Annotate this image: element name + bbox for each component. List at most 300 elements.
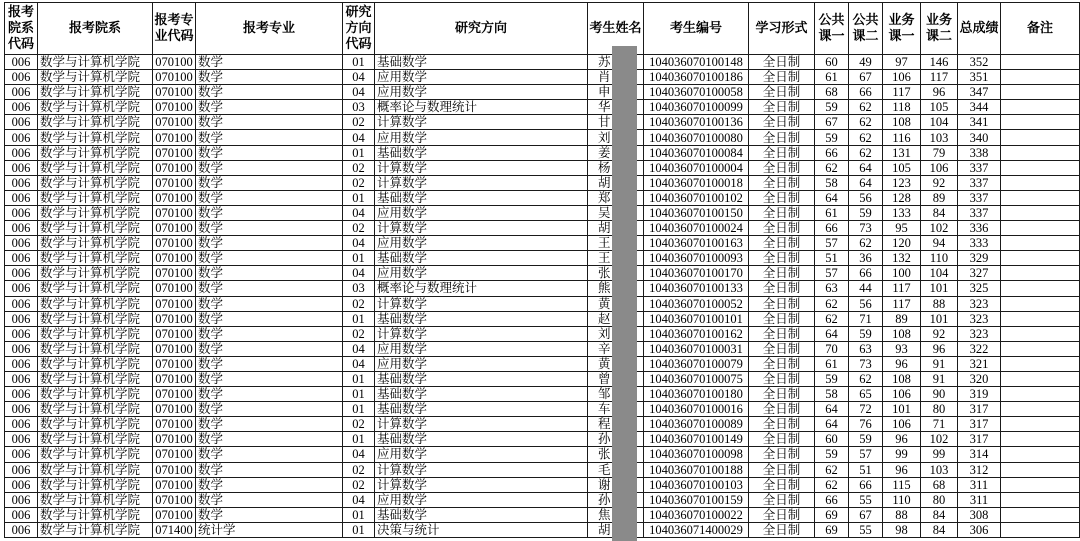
cell-major-name: 数学 [196, 160, 343, 175]
cell-candidate-name: 辛 [588, 341, 644, 356]
cell-dept-code: 006 [5, 160, 38, 175]
cell-major-name: 数学 [196, 190, 343, 205]
cell-major-course-1: 115 [883, 477, 921, 492]
cell-public-course-1: 59 [815, 447, 849, 462]
cell-direction-code: 01 [343, 371, 375, 386]
cell-direction-name: 概率论与数理统计 [375, 281, 588, 296]
cell-major-course-1: 106 [883, 417, 921, 432]
cell-major-name: 数学 [196, 326, 343, 341]
cell-candidate-id: 104036070100101 [644, 311, 749, 326]
cell-major-name: 数学 [196, 447, 343, 462]
cell-direction-code: 02 [343, 296, 375, 311]
cell-dept-code: 006 [5, 432, 38, 447]
cell-remarks [1001, 175, 1080, 190]
cell-public-course-1: 60 [815, 432, 849, 447]
cell-dept-code: 006 [5, 251, 38, 266]
cell-candidate-id: 104036070100093 [644, 251, 749, 266]
cell-major-course-1: 120 [883, 236, 921, 251]
cell-public-course-1: 69 [815, 507, 849, 522]
cell-remarks [1001, 356, 1080, 371]
cell-candidate-name: 苏 [588, 55, 644, 70]
table-row [5, 507, 1080, 522]
table-row [5, 356, 1080, 371]
cell-study-mode: 全日制 [749, 115, 815, 130]
cell-study-mode: 全日制 [749, 55, 815, 70]
cell-public-course-2: 62 [849, 130, 883, 145]
header-candidate-id: 考生编号 [644, 3, 749, 55]
cell-major-course-2: 103 [921, 462, 958, 477]
cell-total-score: 319 [958, 387, 1001, 402]
table-row [5, 477, 1080, 492]
cell-dept-name: 数学与计算机学院 [38, 432, 153, 447]
cell-study-mode: 全日制 [749, 311, 815, 326]
cell-direction-name: 应用数学 [375, 266, 588, 281]
cell-major-name: 数学 [196, 462, 343, 477]
cell-major-course-1: 100 [883, 266, 921, 281]
cell-study-mode: 全日制 [749, 175, 815, 190]
table-row [5, 115, 1080, 130]
cell-study-mode: 全日制 [749, 447, 815, 462]
cell-major-code: 070100 [153, 507, 196, 522]
cell-study-mode: 全日制 [749, 221, 815, 236]
cell-public-course-1: 62 [815, 296, 849, 311]
cell-candidate-name: 刘 [588, 326, 644, 341]
cell-dept-code: 006 [5, 190, 38, 205]
cell-dept-code: 006 [5, 371, 38, 386]
cell-major-name: 数学 [196, 311, 343, 326]
cell-dept-code: 006 [5, 236, 38, 251]
header-study-mode: 学习形式 [749, 3, 815, 55]
cell-major-course-2: 80 [921, 402, 958, 417]
cell-major-code: 070100 [153, 311, 196, 326]
cell-major-course-1: 97 [883, 55, 921, 70]
cell-remarks [1001, 447, 1080, 462]
table-row [5, 341, 1080, 356]
cell-major-name: 数学 [196, 356, 343, 371]
cell-major-code: 070100 [153, 221, 196, 236]
cell-candidate-name: 曾 [588, 371, 644, 386]
cell-major-course-2: 104 [921, 115, 958, 130]
cell-major-code: 070100 [153, 236, 196, 251]
cell-major-name: 数学 [196, 100, 343, 115]
cell-candidate-id: 104036070100186 [644, 70, 749, 85]
cell-candidate-id: 104036070100102 [644, 190, 749, 205]
cell-major-code: 070100 [153, 371, 196, 386]
cell-total-score: 317 [958, 432, 1001, 447]
cell-remarks [1001, 251, 1080, 266]
cell-direction-code: 03 [343, 281, 375, 296]
cell-major-course-1: 93 [883, 341, 921, 356]
cell-dept-name: 数学与计算机学院 [38, 281, 153, 296]
cell-remarks [1001, 221, 1080, 236]
cell-total-score: 311 [958, 492, 1001, 507]
header-remarks: 备注 [1001, 3, 1080, 55]
cell-remarks [1001, 115, 1080, 130]
cell-remarks [1001, 462, 1080, 477]
cell-candidate-id: 104036070100148 [644, 55, 749, 70]
cell-dept-code: 006 [5, 341, 38, 356]
cell-major-code: 070100 [153, 432, 196, 447]
cell-public-course-2: 62 [849, 115, 883, 130]
cell-candidate-name: 胡 [588, 221, 644, 236]
cell-public-course-1: 62 [815, 477, 849, 492]
cell-major-code: 070100 [153, 341, 196, 356]
cell-major-code: 070100 [153, 205, 196, 220]
cell-candidate-name: 华 [588, 100, 644, 115]
cell-direction-code: 01 [343, 507, 375, 522]
cell-major-name: 数学 [196, 251, 343, 266]
cell-direction-name: 应用数学 [375, 85, 588, 100]
header-total-score: 总成绩 [958, 3, 1001, 55]
cell-direction-code: 01 [343, 145, 375, 160]
cell-dept-code: 006 [5, 522, 38, 537]
cell-major-course-1: 106 [883, 387, 921, 402]
cell-major-course-1: 117 [883, 296, 921, 311]
cell-remarks [1001, 281, 1080, 296]
cell-major-code: 070100 [153, 477, 196, 492]
cell-major-course-2: 103 [921, 130, 958, 145]
cell-major-course-1: 88 [883, 507, 921, 522]
cell-direction-name: 基础数学 [375, 402, 588, 417]
cell-major-name: 数学 [196, 115, 343, 130]
cell-direction-code: 02 [343, 115, 375, 130]
cell-direction-code: 01 [343, 251, 375, 266]
score-table [4, 2, 1080, 538]
cell-major-course-1: 133 [883, 205, 921, 220]
cell-public-course-1: 64 [815, 190, 849, 205]
cell-direction-code: 01 [343, 55, 375, 70]
cell-major-code: 070100 [153, 326, 196, 341]
cell-remarks [1001, 522, 1080, 537]
cell-candidate-id: 104036070100080 [644, 130, 749, 145]
cell-candidate-id: 104036070100149 [644, 432, 749, 447]
cell-direction-name: 概率论与数理统计 [375, 100, 588, 115]
cell-major-course-2: 96 [921, 341, 958, 356]
cell-study-mode: 全日制 [749, 417, 815, 432]
cell-dept-name: 数学与计算机学院 [38, 326, 153, 341]
cell-study-mode: 全日制 [749, 522, 815, 537]
cell-public-course-2: 64 [849, 160, 883, 175]
cell-major-course-1: 108 [883, 115, 921, 130]
cell-public-course-2: 66 [849, 266, 883, 281]
cell-total-score: 341 [958, 115, 1001, 130]
cell-direction-code: 01 [343, 190, 375, 205]
header-direction-name: 研究方向 [375, 3, 588, 55]
cell-candidate-name: 孙 [588, 492, 644, 507]
cell-total-score: 311 [958, 477, 1001, 492]
cell-candidate-id: 104036071400029 [644, 522, 749, 537]
cell-major-course-1: 131 [883, 145, 921, 160]
cell-candidate-id: 104036070100058 [644, 85, 749, 100]
cell-dept-code: 006 [5, 296, 38, 311]
cell-major-code: 070100 [153, 387, 196, 402]
cell-total-score: 323 [958, 326, 1001, 341]
cell-candidate-id: 104036070100098 [644, 447, 749, 462]
cell-major-name: 统计学 [196, 522, 343, 537]
cell-major-code: 071400 [153, 522, 196, 537]
cell-direction-name: 应用数学 [375, 447, 588, 462]
cell-study-mode: 全日制 [749, 492, 815, 507]
cell-major-course-1: 105 [883, 160, 921, 175]
cell-direction-name: 应用数学 [375, 492, 588, 507]
cell-public-course-2: 66 [849, 85, 883, 100]
table-row [5, 387, 1080, 402]
cell-major-course-2: 110 [921, 251, 958, 266]
cell-public-course-1: 68 [815, 85, 849, 100]
cell-direction-code: 01 [343, 522, 375, 537]
cell-dept-name: 数学与计算机学院 [38, 266, 153, 281]
cell-public-course-2: 66 [849, 477, 883, 492]
cell-dept-name: 数学与计算机学院 [38, 160, 153, 175]
cell-candidate-name: 王 [588, 251, 644, 266]
cell-major-course-2: 146 [921, 55, 958, 70]
cell-public-course-2: 59 [849, 205, 883, 220]
cell-candidate-name: 张 [588, 447, 644, 462]
header-public-course-1: 公共课一 [815, 3, 849, 55]
cell-candidate-name: 黄 [588, 296, 644, 311]
cell-major-course-2: 79 [921, 145, 958, 160]
table-row [5, 236, 1080, 251]
cell-direction-code: 04 [343, 85, 375, 100]
cell-remarks [1001, 492, 1080, 507]
cell-major-course-2: 104 [921, 266, 958, 281]
header-major-course-2: 业务课二 [921, 3, 958, 55]
cell-major-course-2: 96 [921, 85, 958, 100]
cell-study-mode: 全日制 [749, 356, 815, 371]
cell-public-course-2: 62 [849, 100, 883, 115]
cell-study-mode: 全日制 [749, 462, 815, 477]
cell-dept-name: 数学与计算机学院 [38, 190, 153, 205]
cell-candidate-id: 104036070100150 [644, 205, 749, 220]
cell-major-code: 070100 [153, 402, 196, 417]
cell-major-course-2: 102 [921, 432, 958, 447]
cell-direction-name: 计算数学 [375, 115, 588, 130]
cell-major-name: 数学 [196, 70, 343, 85]
cell-major-course-1: 108 [883, 371, 921, 386]
cell-direction-name: 计算数学 [375, 296, 588, 311]
header-direction-code: 研究方向代码 [343, 3, 375, 55]
cell-major-course-1: 123 [883, 175, 921, 190]
cell-remarks [1001, 477, 1080, 492]
cell-major-code: 070100 [153, 266, 196, 281]
table-row [5, 371, 1080, 386]
cell-direction-name: 基础数学 [375, 145, 588, 160]
cell-dept-name: 数学与计算机学院 [38, 522, 153, 537]
cell-public-course-1: 64 [815, 417, 849, 432]
cell-dept-name: 数学与计算机学院 [38, 70, 153, 85]
cell-total-score: 327 [958, 266, 1001, 281]
cell-total-score: 317 [958, 417, 1001, 432]
cell-dept-code: 006 [5, 311, 38, 326]
cell-public-course-2: 55 [849, 522, 883, 537]
cell-remarks [1001, 100, 1080, 115]
cell-study-mode: 全日制 [749, 402, 815, 417]
cell-candidate-name: 郑 [588, 190, 644, 205]
cell-total-score: 338 [958, 145, 1001, 160]
table-row [5, 326, 1080, 341]
cell-major-course-1: 99 [883, 447, 921, 462]
cell-candidate-id: 104036070100031 [644, 341, 749, 356]
table-row [5, 85, 1080, 100]
cell-dept-name: 数学与计算机学院 [38, 492, 153, 507]
cell-major-name: 数学 [196, 221, 343, 236]
cell-major-code: 070100 [153, 417, 196, 432]
cell-candidate-id: 104036070100004 [644, 160, 749, 175]
cell-public-course-1: 66 [815, 492, 849, 507]
cell-total-score: 337 [958, 160, 1001, 175]
cell-remarks [1001, 432, 1080, 447]
cell-public-course-2: 51 [849, 462, 883, 477]
cell-major-course-1: 116 [883, 130, 921, 145]
header-public-course-2: 公共课二 [849, 3, 883, 55]
cell-remarks [1001, 296, 1080, 311]
cell-dept-name: 数学与计算机学院 [38, 85, 153, 100]
cell-direction-code: 01 [343, 402, 375, 417]
cell-direction-name: 应用数学 [375, 70, 588, 85]
cell-major-course-2: 101 [921, 281, 958, 296]
cell-public-course-1: 64 [815, 402, 849, 417]
cell-total-score: 337 [958, 175, 1001, 190]
cell-study-mode: 全日制 [749, 190, 815, 205]
cell-candidate-id: 104036070100099 [644, 100, 749, 115]
cell-candidate-id: 104036070100163 [644, 236, 749, 251]
cell-dept-code: 006 [5, 70, 38, 85]
cell-study-mode: 全日制 [749, 70, 815, 85]
cell-public-course-1: 63 [815, 281, 849, 296]
cell-candidate-name: 申 [588, 85, 644, 100]
cell-study-mode: 全日制 [749, 477, 815, 492]
cell-public-course-1: 66 [815, 221, 849, 236]
cell-direction-code: 01 [343, 387, 375, 402]
cell-major-course-1: 128 [883, 190, 921, 205]
cell-public-course-1: 62 [815, 160, 849, 175]
cell-total-score: 333 [958, 236, 1001, 251]
table-row [5, 145, 1080, 160]
cell-major-course-1: 132 [883, 251, 921, 266]
cell-candidate-name: 邹 [588, 387, 644, 402]
cell-major-course-2: 102 [921, 221, 958, 236]
cell-remarks [1001, 311, 1080, 326]
cell-direction-name: 基础数学 [375, 251, 588, 266]
cell-major-course-1: 118 [883, 100, 921, 115]
cell-total-score: 344 [958, 100, 1001, 115]
cell-direction-code: 02 [343, 326, 375, 341]
cell-study-mode: 全日制 [749, 160, 815, 175]
cell-candidate-name: 黄 [588, 356, 644, 371]
cell-direction-name: 决策与统计 [375, 522, 588, 537]
cell-dept-code: 006 [5, 55, 38, 70]
cell-major-code: 070100 [153, 100, 196, 115]
cell-remarks [1001, 326, 1080, 341]
cell-major-course-1: 101 [883, 402, 921, 417]
cell-dept-code: 006 [5, 507, 38, 522]
cell-public-course-1: 51 [815, 251, 849, 266]
cell-major-course-1: 117 [883, 281, 921, 296]
cell-candidate-id: 104036070100052 [644, 296, 749, 311]
cell-direction-name: 应用数学 [375, 236, 588, 251]
cell-major-course-2: 92 [921, 326, 958, 341]
cell-study-mode: 全日制 [749, 100, 815, 115]
cell-public-course-1: 61 [815, 70, 849, 85]
cell-public-course-2: 73 [849, 356, 883, 371]
cell-major-course-1: 96 [883, 432, 921, 447]
cell-public-course-2: 59 [849, 432, 883, 447]
cell-major-course-2: 90 [921, 387, 958, 402]
cell-public-course-2: 56 [849, 190, 883, 205]
cell-total-score: 336 [958, 221, 1001, 236]
cell-candidate-id: 104036070100084 [644, 145, 749, 160]
cell-direction-name: 应用数学 [375, 341, 588, 356]
cell-major-name: 数学 [196, 266, 343, 281]
cell-dept-name: 数学与计算机学院 [38, 100, 153, 115]
cell-candidate-id: 104036070100016 [644, 402, 749, 417]
cell-study-mode: 全日制 [749, 85, 815, 100]
cell-candidate-id: 104036070100089 [644, 417, 749, 432]
cell-direction-code: 02 [343, 462, 375, 477]
table-body [5, 55, 1080, 538]
cell-candidate-id: 104036070100170 [644, 266, 749, 281]
cell-public-course-2: 59 [849, 326, 883, 341]
cell-major-course-1: 117 [883, 85, 921, 100]
cell-major-course-2: 68 [921, 477, 958, 492]
table-row [5, 311, 1080, 326]
cell-study-mode: 全日制 [749, 371, 815, 386]
cell-dept-name: 数学与计算机学院 [38, 387, 153, 402]
cell-public-course-1: 62 [815, 462, 849, 477]
cell-public-course-2: 62 [849, 236, 883, 251]
table-row [5, 447, 1080, 462]
cell-public-course-1: 58 [815, 175, 849, 190]
cell-public-course-2: 67 [849, 507, 883, 522]
cell-direction-name: 应用数学 [375, 356, 588, 371]
cell-remarks [1001, 70, 1080, 85]
cell-public-course-2: 64 [849, 175, 883, 190]
cell-dept-code: 006 [5, 447, 38, 462]
cell-remarks [1001, 507, 1080, 522]
cell-dept-code: 006 [5, 356, 38, 371]
cell-major-code: 070100 [153, 55, 196, 70]
cell-candidate-id: 104036070100188 [644, 462, 749, 477]
cell-total-score: 323 [958, 311, 1001, 326]
cell-major-course-1: 95 [883, 221, 921, 236]
cell-major-code: 070100 [153, 492, 196, 507]
table-row [5, 266, 1080, 281]
cell-candidate-id: 104036070100022 [644, 507, 749, 522]
cell-candidate-name: 赵 [588, 311, 644, 326]
cell-dept-name: 数学与计算机学院 [38, 462, 153, 477]
cell-direction-code: 04 [343, 266, 375, 281]
cell-total-score: 323 [958, 296, 1001, 311]
header-row [5, 3, 1080, 55]
cell-public-course-2: 73 [849, 221, 883, 236]
cell-total-score: 317 [958, 402, 1001, 417]
cell-major-code: 070100 [153, 115, 196, 130]
cell-major-course-2: 88 [921, 296, 958, 311]
cell-major-course-1: 96 [883, 462, 921, 477]
cell-major-course-1: 89 [883, 311, 921, 326]
cell-major-name: 数学 [196, 417, 343, 432]
table-row [5, 251, 1080, 266]
cell-public-course-1: 62 [815, 311, 849, 326]
cell-direction-code: 02 [343, 477, 375, 492]
cell-candidate-name: 吴 [588, 205, 644, 220]
cell-major-code: 070100 [153, 85, 196, 100]
cell-public-course-2: 63 [849, 341, 883, 356]
cell-direction-name: 基础数学 [375, 190, 588, 205]
cell-dept-code: 006 [5, 100, 38, 115]
cell-total-score: 329 [958, 251, 1001, 266]
cell-study-mode: 全日制 [749, 281, 815, 296]
